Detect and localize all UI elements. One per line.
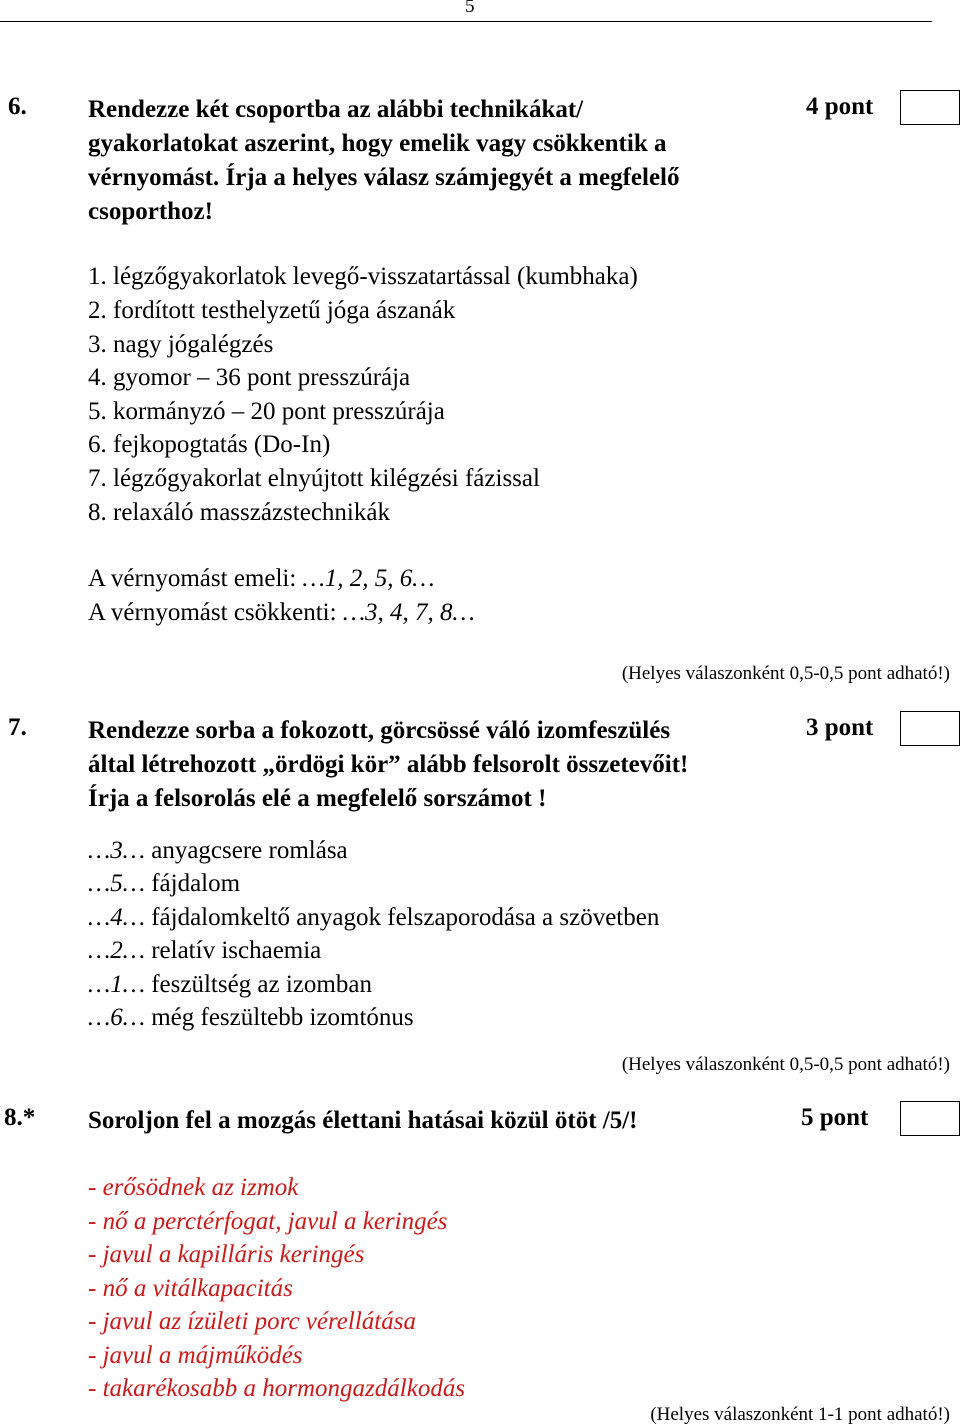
item-text: relatív ischaemia <box>151 937 322 964</box>
item-text: fájdalomkeltő anyagok felszaporodása a szövetben <box>151 904 660 931</box>
lower-answer: …3, 4, 7, 8… <box>342 599 475 626</box>
points-label: 3 pont <box>806 714 874 741</box>
score-box[interactable] <box>900 90 960 125</box>
list-item: 8. relaxáló masszázstechnikák <box>88 499 390 526</box>
order-answer: …6… <box>88 1004 145 1031</box>
header-rule <box>0 21 932 22</box>
question-text-line: Rendezze sorba a fokozott, görcsössé váló izomfeszülés <box>88 717 671 744</box>
scoring-note: (Helyes válaszonként 0,5-0,5 pont adható!) <box>621 663 950 684</box>
list-item <box>88 1001 414 1035</box>
order-answer: …4… <box>88 904 145 931</box>
answer-line: - javul a májműködés <box>88 1342 303 1369</box>
answer-line: - nő a vitálkapacitás <box>88 1275 293 1302</box>
question-text-line: Rendezze két csoportba az alábbi technikákat/ <box>88 96 584 123</box>
lower-row <box>88 596 475 630</box>
score-box[interactable] <box>900 1101 960 1136</box>
points-label: 4 pont <box>806 93 874 120</box>
list-item: 3. nagy jógalégzés <box>88 331 274 358</box>
list-item <box>88 968 372 1002</box>
answer-line: - takarékosabb a hormongazdálkodás <box>88 1375 466 1402</box>
question-text-line: vérnyomást. Írja a helyes válasz számjegyét a megfelelő <box>88 164 680 191</box>
question-number: 6. <box>8 93 27 120</box>
question-number: 8.* <box>4 1104 36 1131</box>
order-answer: …5… <box>88 870 145 897</box>
scoring-note: (Helyes válaszonként 0,5-0,5 pont adható!) <box>621 1054 950 1075</box>
item-text: anyagcsere romlása <box>151 837 348 864</box>
list-item: 2. fordított testhelyzetű jóga ászanák <box>88 297 456 324</box>
list-item <box>88 934 321 968</box>
answer-line: - nő a perctérfogat, javul a keringés <box>88 1208 448 1235</box>
scoring-note: (Helyes válaszonként 1-1 pont adható!) <box>650 1404 950 1425</box>
answer-line: - javul a kapilláris keringés <box>88 1241 365 1268</box>
item-text: még feszültebb izomtónus <box>151 1004 414 1031</box>
order-answer: …1… <box>88 971 145 998</box>
item-text: fájdalom <box>151 870 241 897</box>
list-item: 5. kormányzó – 20 pont presszúrája <box>88 398 445 425</box>
list-item: 6. fejkopogtatás (Do-In) <box>88 431 331 458</box>
points-label: 5 pont <box>801 1104 869 1131</box>
question-text: Soroljon fel a mozgás élettani hatásai közül ötöt /5/! <box>88 1107 638 1134</box>
question-text-line: gyakorlatokat aszerint, hogy emelik vagy csökkentik a <box>88 130 667 157</box>
item-text: feszültség az izomban <box>151 971 372 998</box>
list-item <box>88 901 659 935</box>
page-number: 5 <box>465 0 475 17</box>
question-number: 7. <box>8 714 27 741</box>
list-item <box>88 867 240 901</box>
question-text-line: csoporthoz! <box>88 198 213 225</box>
answer-line: - javul az ízületi porc vérellátása <box>88 1308 416 1335</box>
question-text-line: által létrehozott „ördögi kör” alább felsorolt összetevőit! <box>88 751 689 778</box>
order-answer: …3… <box>88 837 145 864</box>
question-text-line: Írja a felsorolás elé a megfelelő sorszámot ! <box>88 785 547 812</box>
answer-line: - erősödnek az izmok <box>88 1174 299 1201</box>
score-box[interactable] <box>900 711 960 746</box>
lower-label: A vérnyomást csökkenti: <box>88 599 343 626</box>
raise-label: A vérnyomást emeli: <box>88 565 303 592</box>
order-answer: …2… <box>88 937 145 964</box>
list-item: 7. légzőgyakorlat elnyújtott kilégzési fázissal <box>88 465 540 492</box>
raise-answer: …1, 2, 5, 6… <box>302 565 435 592</box>
list-item: 1. légzőgyakorlatok levegő-visszatartással (kumbhaka) <box>88 263 638 290</box>
list-item: 4. gyomor – 36 pont presszúrája <box>88 364 411 391</box>
raise-row <box>88 562 435 596</box>
list-item <box>88 834 348 868</box>
